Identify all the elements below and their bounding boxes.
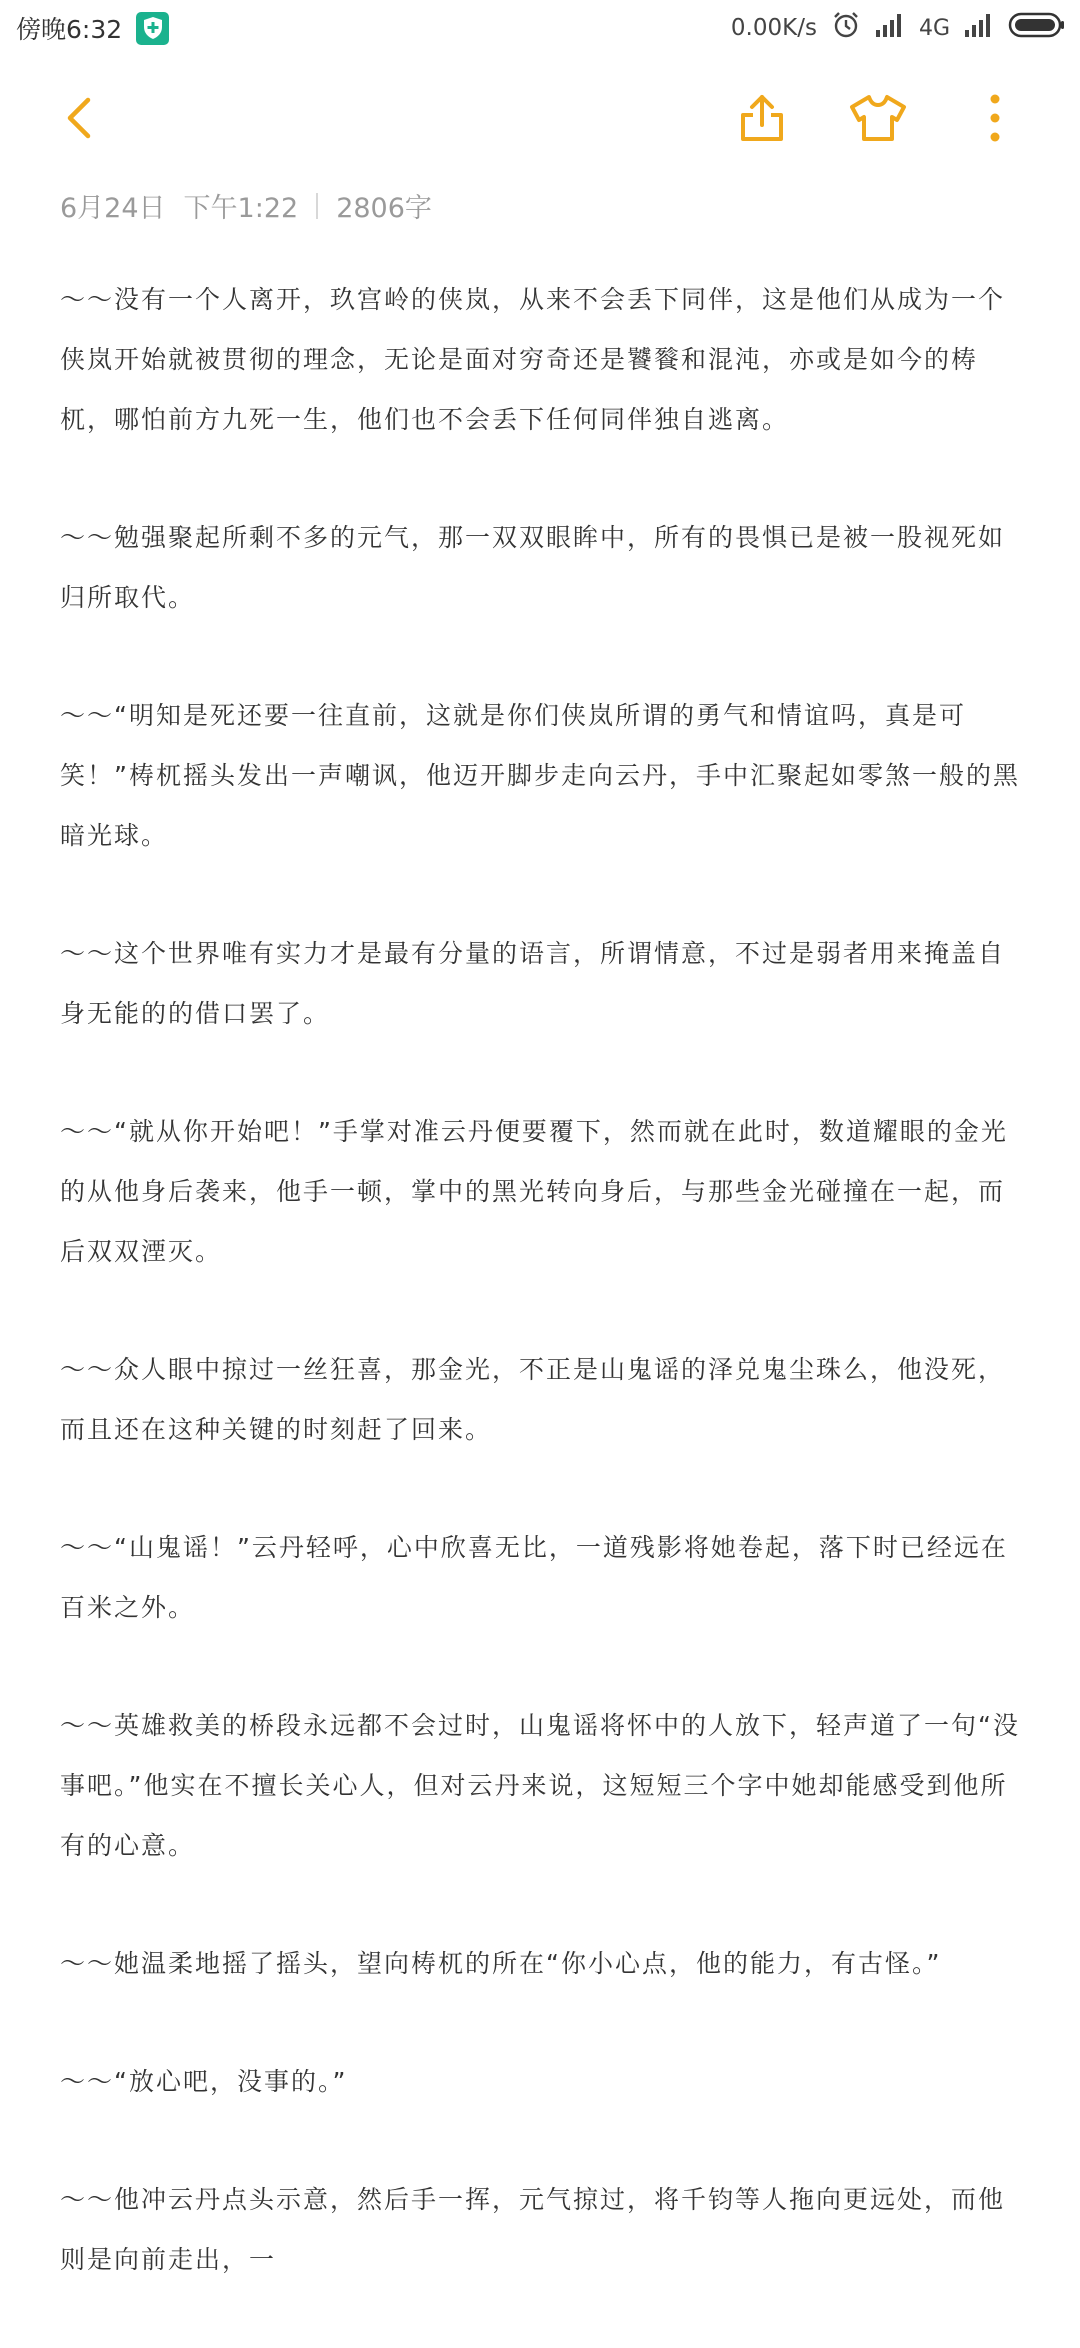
share-icon (735, 91, 789, 145)
paragraph: ～～“放心吧，没事的。” (60, 2067, 348, 2096)
theme-button[interactable] (838, 70, 918, 166)
meta-divider (316, 193, 318, 219)
net-speed: 0.00K/s (730, 15, 817, 41)
status-left (16, 10, 169, 46)
alarm-icon (831, 10, 861, 46)
note-date: 6月24日 (60, 193, 166, 224)
note-time: 下午1:22 (183, 193, 299, 224)
paragraph: ～～众人眼中掠过一丝狂喜，那金光，不正是山鬼谣的泽兑鬼尘珠么，他没死，而且还在这种关键的时刻赶了回来。 (60, 1355, 1006, 1444)
note-meta (60, 186, 432, 225)
word-count: 2806字 (336, 193, 432, 224)
signal-icon (875, 12, 905, 44)
network-type: 4G (918, 15, 950, 41)
paragraph: ～～“明知是死还要一往直前，这就是你们侠岚所谓的勇气和情谊吗，真是可笑！”梼杌摇头发出一声嘲讽，他迈开脚步走向云丹，手中汇聚起如零煞一般的黑暗光球。 (60, 701, 1020, 850)
paragraph: ～～英雄救美的桥段永远都不会过时，山鬼谣将怀中的人放下，轻声道了一句“没事吧。”他实在不擅长关心人，但对云丹来说，这短短三个字中她却能感受到他所有的心意。 (60, 1711, 1020, 1860)
toolbar (0, 70, 1080, 166)
status-bar (0, 0, 1080, 54)
paragraph: ～～他冲云丹点头示意，然后手一挥，元气掠过，将千钧等人拖向更远处，而他则是向前走出，一 (60, 2185, 1006, 2274)
note-content[interactable] (60, 270, 1020, 2348)
paragraph: ～～这个世界唯有实力才是最有分量的语言，所谓情意，不过是弱者用来掩盖自身无能的的借口罢了。 (60, 939, 1006, 1028)
paragraph: ～～“就从你开始吧！”手掌对准云丹便要覆下，然而就在此时，数道耀眼的金光的从他身后袭来，他手一顿，掌中的黑光转向身后，与那些金光碰撞在一起，而后双双湮灭。 (60, 1117, 1008, 1266)
more-vertical-icon (985, 91, 1005, 145)
battery-icon (1008, 12, 1066, 44)
paragraph: ～～“山鬼谣！”云丹轻呼，心中欣喜无比，一道残影将她卷起，落下时已经远在百米之外。 (60, 1533, 1008, 1622)
tshirt-icon (848, 91, 908, 145)
share-button[interactable] (722, 70, 802, 166)
status-time: 傍晚6:32 (16, 15, 123, 44)
paragraph: ～～没有一个人离开，玖宫岭的侠岚，从来不会丢下同伴，这是他们从成为一个侠岚开始就被贯彻的理念，无论是面对穷奇还是饕餮和混沌，亦或是如今的梼杌，哪怕前方九死一生，他们也不会丢下任何同伴独自逃离。 (60, 285, 1006, 434)
chevron-left-icon (60, 94, 100, 142)
back-button[interactable] (40, 70, 120, 166)
paragraph: ～～勉强聚起所剩不多的元气，那一双双眼眸中，所有的畏惧已是被一股视死如归所取代。 (60, 523, 1006, 612)
shield-plus-icon (136, 12, 169, 45)
paragraph: ～～她温柔地摇了摇头，望向梼杌的所在“你小心点，他的能力，有古怪。” (60, 1949, 942, 1978)
signal-icon-2 (964, 12, 994, 44)
status-right (731, 10, 1066, 46)
more-button[interactable] (955, 70, 1035, 166)
